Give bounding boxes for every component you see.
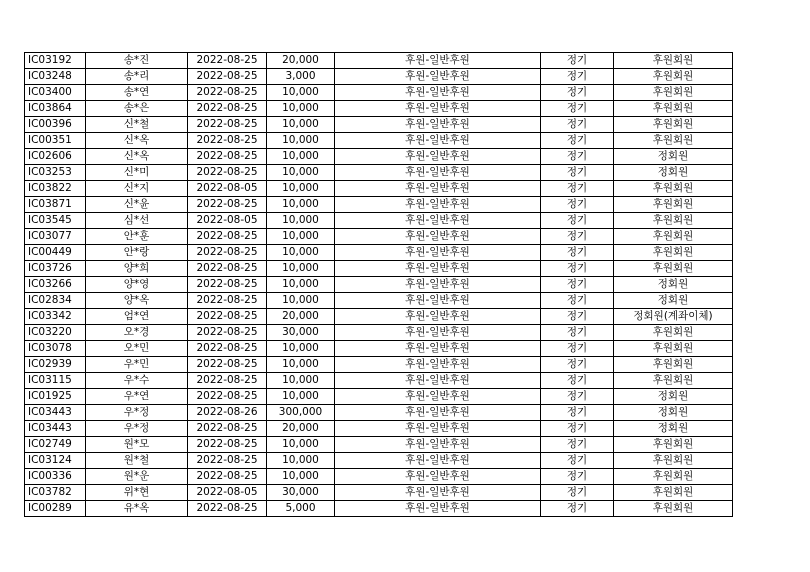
type-cell: 정기 <box>541 485 614 501</box>
table-row <box>25 485 733 501</box>
table-row <box>25 149 733 165</box>
amount-cell: 10,000 <box>267 149 335 165</box>
table-row <box>25 197 733 213</box>
table-row <box>25 117 733 133</box>
amount-cell: 10,000 <box>267 453 335 469</box>
amount-cell: 10,000 <box>267 213 335 229</box>
member-id-cell: IC00351 <box>25 133 86 149</box>
amount-cell: 30,000 <box>267 325 335 341</box>
membership-cell: 후원회원 <box>614 453 733 469</box>
type-cell: 정기 <box>541 101 614 117</box>
donor-name-cell: 엄*연 <box>86 309 188 325</box>
donor-name-cell: 원*운 <box>86 469 188 485</box>
date-cell: 2022-08-25 <box>188 501 267 517</box>
amount-cell: 10,000 <box>267 261 335 277</box>
member-id-cell: IC03864 <box>25 101 86 117</box>
member-id-cell: IC00449 <box>25 245 86 261</box>
amount-cell: 10,000 <box>267 229 335 245</box>
table-row <box>25 181 733 197</box>
membership-cell: 정회원 <box>614 149 733 165</box>
type-cell: 정기 <box>541 197 614 213</box>
table-row <box>25 501 733 517</box>
date-cell: 2022-08-25 <box>188 293 267 309</box>
date-cell: 2022-08-25 <box>188 149 267 165</box>
category-cell: 후원-일반후원 <box>335 165 541 181</box>
type-cell: 정기 <box>541 405 614 421</box>
table-row <box>25 133 733 149</box>
amount-cell: 3,000 <box>267 69 335 85</box>
type-cell: 정기 <box>541 325 614 341</box>
category-cell: 후원-일반후원 <box>335 149 541 165</box>
table-row <box>25 229 733 245</box>
type-cell: 정기 <box>541 181 614 197</box>
table-row <box>25 437 733 453</box>
date-cell: 2022-08-25 <box>188 357 267 373</box>
donor-name-cell: 우*연 <box>86 389 188 405</box>
date-cell: 2022-08-25 <box>188 229 267 245</box>
donor-name-cell: 우*정 <box>86 421 188 437</box>
category-cell: 후원-일반후원 <box>335 501 541 517</box>
membership-cell: 정회원 <box>614 389 733 405</box>
date-cell: 2022-08-25 <box>188 309 267 325</box>
member-id-cell: IC02749 <box>25 437 86 453</box>
amount-cell: 30,000 <box>267 485 335 501</box>
member-id-cell: IC03443 <box>25 405 86 421</box>
amount-cell: 10,000 <box>267 197 335 213</box>
donor-name-cell: 송*리 <box>86 69 188 85</box>
date-cell: 2022-08-25 <box>188 373 267 389</box>
member-id-cell: IC00336 <box>25 469 86 485</box>
category-cell: 후원-일반후원 <box>335 485 541 501</box>
category-cell: 후원-일반후원 <box>335 197 541 213</box>
amount-cell: 10,000 <box>267 245 335 261</box>
membership-cell: 후원회원 <box>614 325 733 341</box>
category-cell: 후원-일반후원 <box>335 69 541 85</box>
membership-cell: 정회원 <box>614 421 733 437</box>
date-cell: 2022-08-25 <box>188 117 267 133</box>
member-id-cell: IC03782 <box>25 485 86 501</box>
table-row <box>25 69 733 85</box>
member-id-cell: IC03871 <box>25 197 86 213</box>
membership-cell: 후원회원 <box>614 101 733 117</box>
membership-cell: 후원회원 <box>614 197 733 213</box>
donor-name-cell: 신*옥 <box>86 149 188 165</box>
amount-cell: 10,000 <box>267 293 335 309</box>
donor-name-cell: 양*영 <box>86 277 188 293</box>
membership-cell: 후원회원 <box>614 341 733 357</box>
table-row <box>25 341 733 357</box>
membership-cell: 후원회원 <box>614 213 733 229</box>
amount-cell: 20,000 <box>267 421 335 437</box>
membership-cell: 후원회원 <box>614 85 733 101</box>
category-cell: 후원-일반후원 <box>335 85 541 101</box>
membership-cell: 후원회원 <box>614 245 733 261</box>
donor-name-cell: 안*훈 <box>86 229 188 245</box>
type-cell: 정기 <box>541 133 614 149</box>
date-cell: 2022-08-25 <box>188 133 267 149</box>
member-id-cell: IC03124 <box>25 453 86 469</box>
membership-cell: 정회원(계좌이체) <box>614 309 733 325</box>
donor-name-cell: 신*윤 <box>86 197 188 213</box>
donor-name-cell: 신*옥 <box>86 133 188 149</box>
member-id-cell: IC03400 <box>25 85 86 101</box>
membership-cell: 정회원 <box>614 293 733 309</box>
category-cell: 후원-일반후원 <box>335 213 541 229</box>
member-id-cell: IC03192 <box>25 53 86 69</box>
amount-cell: 10,000 <box>267 357 335 373</box>
date-cell: 2022-08-05 <box>188 485 267 501</box>
type-cell: 정기 <box>541 213 614 229</box>
date-cell: 2022-08-25 <box>188 437 267 453</box>
donation-table <box>24 52 733 517</box>
amount-cell: 20,000 <box>267 309 335 325</box>
amount-cell: 20,000 <box>267 53 335 69</box>
membership-cell: 후원회원 <box>614 357 733 373</box>
membership-cell: 후원회원 <box>614 229 733 245</box>
type-cell: 정기 <box>541 261 614 277</box>
donor-name-cell: 송*은 <box>86 101 188 117</box>
amount-cell: 10,000 <box>267 469 335 485</box>
type-cell: 정기 <box>541 293 614 309</box>
date-cell: 2022-08-25 <box>188 421 267 437</box>
donor-name-cell: 오*민 <box>86 341 188 357</box>
category-cell: 후원-일반후원 <box>335 469 541 485</box>
amount-cell: 10,000 <box>267 277 335 293</box>
membership-cell: 정회원 <box>614 277 733 293</box>
date-cell: 2022-08-25 <box>188 69 267 85</box>
date-cell: 2022-08-26 <box>188 405 267 421</box>
member-id-cell: IC03443 <box>25 421 86 437</box>
donor-name-cell: 심*선 <box>86 213 188 229</box>
type-cell: 정기 <box>541 85 614 101</box>
membership-cell: 정회원 <box>614 405 733 421</box>
membership-cell: 후원회원 <box>614 181 733 197</box>
table-row <box>25 469 733 485</box>
table-row <box>25 389 733 405</box>
table-row <box>25 245 733 261</box>
date-cell: 2022-08-25 <box>188 165 267 181</box>
type-cell: 정기 <box>541 165 614 181</box>
category-cell: 후원-일반후원 <box>335 133 541 149</box>
membership-cell: 후원회원 <box>614 501 733 517</box>
category-cell: 후원-일반후원 <box>335 53 541 69</box>
member-id-cell: IC02939 <box>25 357 86 373</box>
category-cell: 후원-일반후원 <box>335 261 541 277</box>
date-cell: 2022-08-25 <box>188 325 267 341</box>
table-row <box>25 325 733 341</box>
member-id-cell: IC03220 <box>25 325 86 341</box>
date-cell: 2022-08-25 <box>188 277 267 293</box>
category-cell: 후원-일반후원 <box>335 341 541 357</box>
type-cell: 정기 <box>541 357 614 373</box>
membership-cell: 후원회원 <box>614 469 733 485</box>
type-cell: 정기 <box>541 69 614 85</box>
type-cell: 정기 <box>541 469 614 485</box>
amount-cell: 10,000 <box>267 341 335 357</box>
member-id-cell: IC01925 <box>25 389 86 405</box>
type-cell: 정기 <box>541 341 614 357</box>
date-cell: 2022-08-25 <box>188 261 267 277</box>
membership-cell: 후원회원 <box>614 69 733 85</box>
table-body <box>25 53 733 517</box>
amount-cell: 5,000 <box>267 501 335 517</box>
date-cell: 2022-08-25 <box>188 197 267 213</box>
member-id-cell: IC03342 <box>25 309 86 325</box>
category-cell: 후원-일반후원 <box>335 437 541 453</box>
type-cell: 정기 <box>541 437 614 453</box>
donor-name-cell: 우*수 <box>86 373 188 389</box>
table-row <box>25 261 733 277</box>
member-id-cell: IC00396 <box>25 117 86 133</box>
donor-name-cell: 오*경 <box>86 325 188 341</box>
category-cell: 후원-일반후원 <box>335 245 541 261</box>
type-cell: 정기 <box>541 53 614 69</box>
date-cell: 2022-08-25 <box>188 389 267 405</box>
type-cell: 정기 <box>541 245 614 261</box>
membership-cell: 후원회원 <box>614 485 733 501</box>
type-cell: 정기 <box>541 229 614 245</box>
type-cell: 정기 <box>541 149 614 165</box>
table-row <box>25 357 733 373</box>
table-row <box>25 277 733 293</box>
category-cell: 후원-일반후원 <box>335 293 541 309</box>
type-cell: 정기 <box>541 501 614 517</box>
category-cell: 후원-일반후원 <box>335 117 541 133</box>
member-id-cell: IC03545 <box>25 213 86 229</box>
donor-name-cell: 양*희 <box>86 261 188 277</box>
member-id-cell: IC03726 <box>25 261 86 277</box>
date-cell: 2022-08-25 <box>188 341 267 357</box>
member-id-cell: IC03115 <box>25 373 86 389</box>
donor-name-cell: 원*철 <box>86 453 188 469</box>
donor-name-cell: 송*연 <box>86 85 188 101</box>
category-cell: 후원-일반후원 <box>335 101 541 117</box>
member-id-cell: IC03266 <box>25 277 86 293</box>
membership-cell: 후원회원 <box>614 133 733 149</box>
category-cell: 후원-일반후원 <box>335 421 541 437</box>
donor-name-cell: 위*현 <box>86 485 188 501</box>
table-row <box>25 309 733 325</box>
amount-cell: 10,000 <box>267 165 335 181</box>
table-row <box>25 405 733 421</box>
date-cell: 2022-08-25 <box>188 469 267 485</box>
member-id-cell: IC03077 <box>25 229 86 245</box>
category-cell: 후원-일반후원 <box>335 277 541 293</box>
amount-cell: 10,000 <box>267 437 335 453</box>
type-cell: 정기 <box>541 277 614 293</box>
date-cell: 2022-08-25 <box>188 53 267 69</box>
donor-name-cell: 송*진 <box>86 53 188 69</box>
date-cell: 2022-08-05 <box>188 213 267 229</box>
amount-cell: 10,000 <box>267 389 335 405</box>
amount-cell: 10,000 <box>267 181 335 197</box>
amount-cell: 10,000 <box>267 85 335 101</box>
category-cell: 후원-일반후원 <box>335 325 541 341</box>
member-id-cell: IC03248 <box>25 69 86 85</box>
date-cell: 2022-08-25 <box>188 453 267 469</box>
table-row <box>25 293 733 309</box>
date-cell: 2022-08-25 <box>188 245 267 261</box>
donor-name-cell: 유*옥 <box>86 501 188 517</box>
membership-cell: 후원회원 <box>614 261 733 277</box>
member-id-cell: IC02834 <box>25 293 86 309</box>
category-cell: 후원-일반후원 <box>335 309 541 325</box>
donor-name-cell: 원*모 <box>86 437 188 453</box>
donor-name-cell: 신*미 <box>86 165 188 181</box>
donor-name-cell: 우*민 <box>86 357 188 373</box>
donor-name-cell: 우*정 <box>86 405 188 421</box>
type-cell: 정기 <box>541 453 614 469</box>
membership-cell: 후원회원 <box>614 53 733 69</box>
membership-cell: 후원회원 <box>614 437 733 453</box>
member-id-cell: IC00289 <box>25 501 86 517</box>
membership-cell: 후원회원 <box>614 117 733 133</box>
donor-name-cell: 신*지 <box>86 181 188 197</box>
category-cell: 후원-일반후원 <box>335 357 541 373</box>
table-row <box>25 373 733 389</box>
type-cell: 정기 <box>541 421 614 437</box>
member-id-cell: IC02606 <box>25 149 86 165</box>
date-cell: 2022-08-25 <box>188 85 267 101</box>
donor-name-cell: 안*랑 <box>86 245 188 261</box>
donor-name-cell: 신*철 <box>86 117 188 133</box>
amount-cell: 10,000 <box>267 101 335 117</box>
table-row <box>25 213 733 229</box>
member-id-cell: IC03822 <box>25 181 86 197</box>
table-row <box>25 85 733 101</box>
table-row <box>25 421 733 437</box>
type-cell: 정기 <box>541 389 614 405</box>
donor-name-cell: 양*옥 <box>86 293 188 309</box>
amount-cell: 10,000 <box>267 133 335 149</box>
type-cell: 정기 <box>541 117 614 133</box>
member-id-cell: IC03078 <box>25 341 86 357</box>
table-row <box>25 101 733 117</box>
date-cell: 2022-08-05 <box>188 181 267 197</box>
amount-cell: 10,000 <box>267 373 335 389</box>
type-cell: 정기 <box>541 309 614 325</box>
category-cell: 후원-일반후원 <box>335 405 541 421</box>
date-cell: 2022-08-25 <box>188 101 267 117</box>
table-row <box>25 53 733 69</box>
category-cell: 후원-일반후원 <box>335 453 541 469</box>
amount-cell: 10,000 <box>267 117 335 133</box>
membership-cell: 정회원 <box>614 165 733 181</box>
type-cell: 정기 <box>541 373 614 389</box>
category-cell: 후원-일반후원 <box>335 389 541 405</box>
table-row <box>25 165 733 181</box>
category-cell: 후원-일반후원 <box>335 373 541 389</box>
category-cell: 후원-일반후원 <box>335 229 541 245</box>
amount-cell: 300,000 <box>267 405 335 421</box>
membership-cell: 후원회원 <box>614 373 733 389</box>
table-row <box>25 453 733 469</box>
category-cell: 후원-일반후원 <box>335 181 541 197</box>
member-id-cell: IC03253 <box>25 165 86 181</box>
